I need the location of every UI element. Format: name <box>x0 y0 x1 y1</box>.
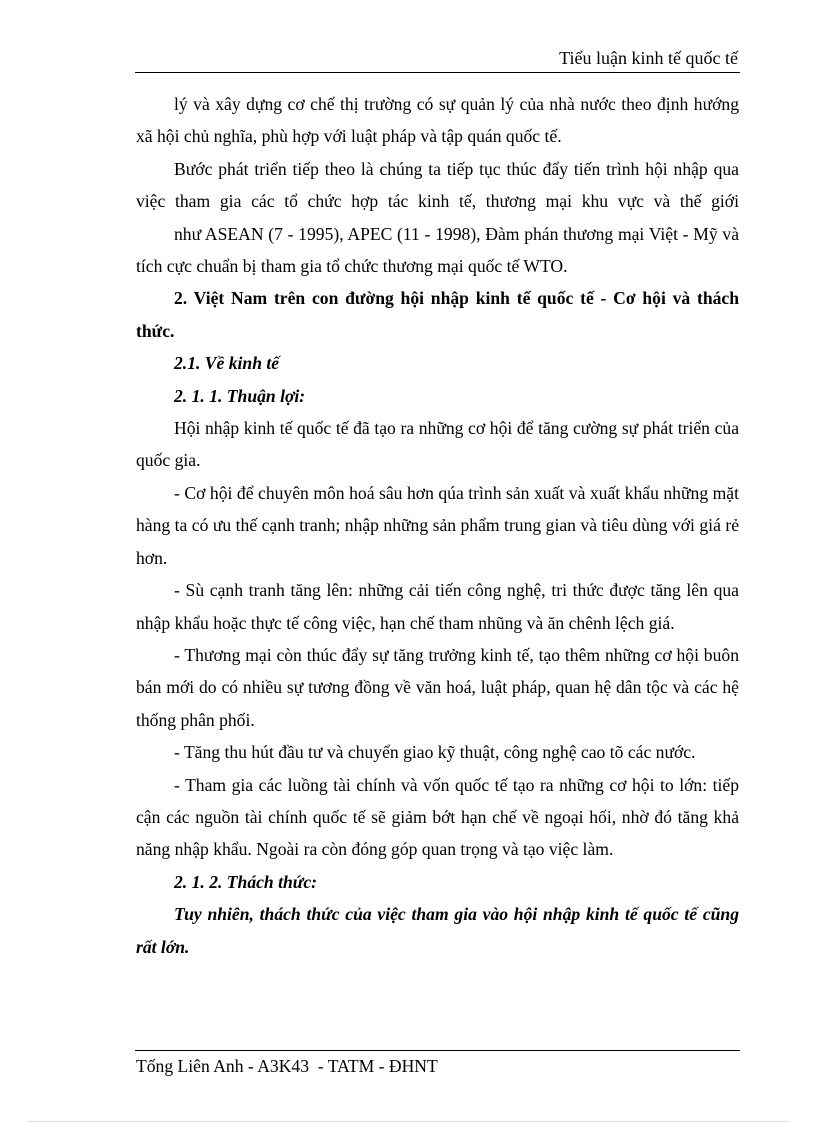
page-body <box>136 88 739 963</box>
paragraph: lý và xây dựng cơ chế thị trường có sự quản lý của nhà nước theo định hướng xã hội chủ nghĩa, phù hợp với luật pháp và tập quán quốc tế. <box>136 94 739 147</box>
paragraph: như ASEAN (7 - 1995), APEC (11 - 1998), Đàm phán thương mại Việt - Mỹ và tích cực chuẩn bị tham gia tổ chức thương mại quốc tế WTO. <box>136 223 739 277</box>
page-footer <box>135 1050 740 1076</box>
page-edge-divider <box>28 1121 788 1122</box>
subsection-heading: 2. 1. 1. Thuận lợi: <box>174 385 306 406</box>
footer-author: Tống Liên Anh - A3K43 - TATM - ĐHNT <box>136 1056 438 1076</box>
list-item: - Tăng thu hút đầu tư và chuyển giao kỹ thuật, công nghệ cao tõ các nước. <box>174 742 696 763</box>
paragraph: Bước phát triển tiếp theo là chúng ta tiếp tục thúc đẩy tiến trình hội nhập qua việc tham gia các tổ chức hợp tác kinh tế, thương mại khu vực và thế giới <box>136 158 739 212</box>
section-heading: 2. Việt Nam trên con đường hội nhập kinh tế quốc tế - Cơ hội và thách thức. <box>136 288 739 341</box>
list-item: - Cơ hội để chuyên môn hoá sâu hơn qúa trình sản xuất và xuất khẩu những mặt hàng ta có ưu thế cạnh tranh; nhập những sản phẩm trung gian và tiêu dùng với giá rẻ hơn. <box>136 482 739 568</box>
paragraph: Hội nhập kinh tế quốc tế đã tạo ra những cơ hội để tăng cường sự phát triển của quốc gia. <box>136 418 739 471</box>
emphasis-paragraph: Tuy nhiên, thách thức của việc tham gia vào hội nhập kinh tế quốc tế cũng rất lớn. <box>136 904 739 957</box>
subsection-heading: 2. 1. 2. Thách thức: <box>174 871 317 892</box>
header-title: Tiểu luận kinh tế quốc tế <box>559 48 738 68</box>
page-header <box>135 46 740 73</box>
list-item: - Sù cạnh tranh tăng lên: những cải tiến công nghệ, tri thức được tăng lên qua nhập khẩu hoặc thực tế công việc, hạn chế tham nhũng và ăn chênh lệch giá. <box>136 580 739 633</box>
list-item: - Tham gia các luồng tài chính và vốn quốc tế tạo ra những cơ hội to lớn: tiếp cận các nguồn tài chính quốc tế sẽ giảm bớt hạn chế về ngoại hối, nhờ đó tăng khả năng nhập khẩu. Ngoài ra còn đóng góp quan trọng và tạo việc làm. <box>136 774 739 860</box>
subsection-heading: 2.1. Về kinh tế <box>174 353 280 374</box>
list-item: - Thương mại còn thúc đẩy sự tăng trưởng kinh tế, tạo thêm những cơ hội buôn bán mới do có nhiều sự tương đồng về văn hoá, luật pháp, quan hệ dân tộc và các hệ thống phân phối. <box>136 644 739 730</box>
